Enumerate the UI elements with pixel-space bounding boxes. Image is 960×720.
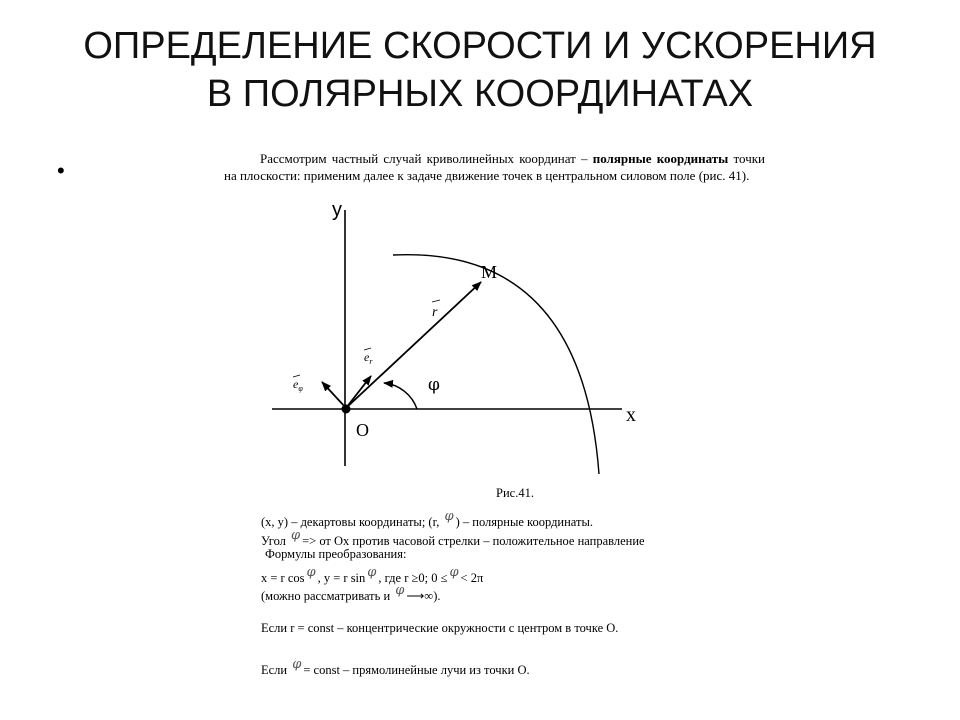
notes-spacer [261,638,645,657]
arc-curve [393,255,599,474]
x-axis-label: x [626,404,636,426]
slide-title-line-1: ОПРЕДЕЛЕНИЕ СКОРОСТИ И УСКОРЕНИЯ [83,25,877,67]
notes-line-3: Формулы преобразования: [265,547,407,561]
notes-line-6: Если r = const – концентрические окружности с центром в точке О. [261,621,619,635]
notes-line-7 [261,656,645,675]
bullet-point: • [57,158,65,183]
notes-line-2 [261,527,645,546]
phi-symbol: φ [306,564,316,580]
ephi-label-subscript: φ [298,384,303,393]
slide-title [40,22,920,118]
notes-line-4-c: , где r ≥0; 0 ≤ [378,570,448,585]
r-vector-label-arrow [432,300,440,302]
angle-phi-label: φ [428,375,440,395]
notes-block [261,508,645,675]
notes-spacer [261,601,645,620]
notes-line-1 [261,508,645,527]
ephi-label-letter: e [293,377,299,391]
r-vector [346,282,481,408]
notes-line-5 [261,582,645,601]
r-vector-label: r [432,305,438,320]
notes-line-5-a: (можно рассматривать и [261,589,394,603]
phi-symbol: φ [291,527,301,543]
origin-point [342,405,351,414]
er-label [364,350,373,366]
origin-label: O [356,420,369,440]
notes-line-5-b: ⟶∞). [406,589,441,603]
phi-symbol: φ [367,564,377,580]
notes-line-4 [261,564,645,583]
notes-line-4-b: , y = r sin [317,570,366,585]
notes-line-1-a: (x, y) – декартовы координаты; (r, [261,515,443,529]
intro-paragraph [224,150,765,184]
er-label-subscript: r [369,357,373,366]
ephi-unit-vector [322,382,346,408]
phi-symbol: φ [395,583,405,598]
figure-caption: Рис.41. [496,486,534,500]
intro-bold-term: полярные координаты [592,151,729,166]
notes-line-4-d: < 2π [460,570,484,585]
phi-symbol: φ [449,564,459,580]
notes-line-4-a: x = r cos [261,570,305,585]
angle-arc [384,383,417,409]
notes-line-7-b: = const – прямолинейные лучи из точки О. [303,663,530,677]
intro-text-end: точки на плоскости: применим далее к задаче движение точек в центральном силовом поле (рис. 41). [224,151,766,183]
er-label-letter: e [364,350,370,364]
notes-line-2-a: Угол [261,533,290,548]
y-axis-label: y [332,199,342,221]
slide-title-line-2: В ПОЛЯРНЫХ КООРДИНАТАХ [206,73,754,115]
polar-coordinates-figure [262,196,682,486]
notes-line-7-a: Если [261,663,291,677]
intro-text-start: Рассмотрим частный случай криволинейных координат – [260,151,593,166]
point-m-label: M [481,262,498,282]
notes-line-2-b: => от Ох против часовой стрелки – положительное направление [302,533,645,548]
ephi-label [293,377,303,393]
notes-line-1-b: ) – полярные координаты. [455,515,594,529]
phi-symbol: φ [292,657,302,672]
phi-symbol: φ [444,509,454,524]
er-unit-vector [346,376,371,408]
